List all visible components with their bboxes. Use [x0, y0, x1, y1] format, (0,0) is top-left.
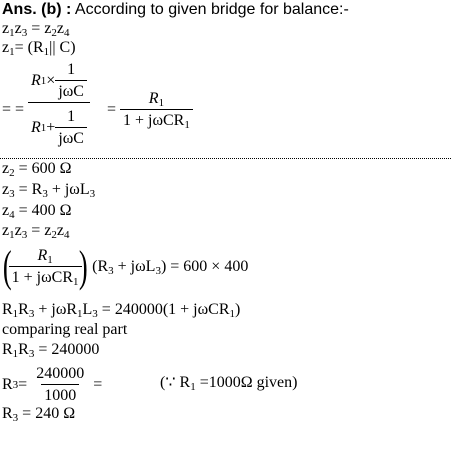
dotted-divider: [0, 158, 451, 159]
z1-prefix: = =: [2, 101, 25, 118]
z2-line: $z_2 = 600$ Ω: [2, 160, 72, 179]
answer-text: According to given bridge for balance:-: [74, 1, 349, 18]
z1-equals: =: [107, 101, 117, 118]
r3-fraction: $\frac{240000}{1000}$: [36, 365, 85, 404]
real-part-equation: $R_1R_3 = 240000$: [2, 341, 100, 360]
answer-label: Ans. (b) :: [2, 1, 72, 18]
given-note: (∵ $R_1 =1000\Omega$ given): [160, 374, 298, 393]
right-paren: ): [78, 242, 88, 291]
z3-line: $z_3 = R_3 + j\omega L_3$: [2, 181, 96, 200]
expanded-equation: $R_1R_3 + j\omega R_1L_3 = 240000(1 + j\omega CR_1)$: [2, 301, 241, 320]
r3-result: $R_3 = 240$ Ω: [2, 405, 76, 424]
main-fraction: $\frac{R_1}{1 + j\omega CR_1}$: [9, 248, 82, 286]
main-equation: ( $\frac{R_1}{1 + j\omega CR_1}$ ) $(R_3 + j\omega L_3) = 600 \times 400$: [2, 242, 249, 291]
comparing-text: comparing real part: [2, 321, 128, 338]
z1-result-fraction: $\frac{R_1}{1 + j\omega CR_1}$: [120, 91, 193, 129]
left-paren: (: [2, 242, 12, 291]
balance-equation-repeat: $z_1z_3 = z_2z_4$: [2, 222, 70, 241]
balance-equation: $z_1z_3 = z_2z_4$: [2, 20, 70, 39]
z4-line: $z_4 = 400$ Ω: [2, 202, 72, 221]
r3-calculation: R 3 = $\frac{240000}{1000}$ =: [2, 365, 103, 404]
z1-definition: $z_1= (R_1||$ C): [2, 39, 76, 58]
z1-compound-fraction: R 1 × $\frac{1}{\text{jωC}}$ R 1 + $\frac{1}{\text{jωC}}$: [28, 62, 90, 147]
answer-header: [2, 2, 349, 18]
